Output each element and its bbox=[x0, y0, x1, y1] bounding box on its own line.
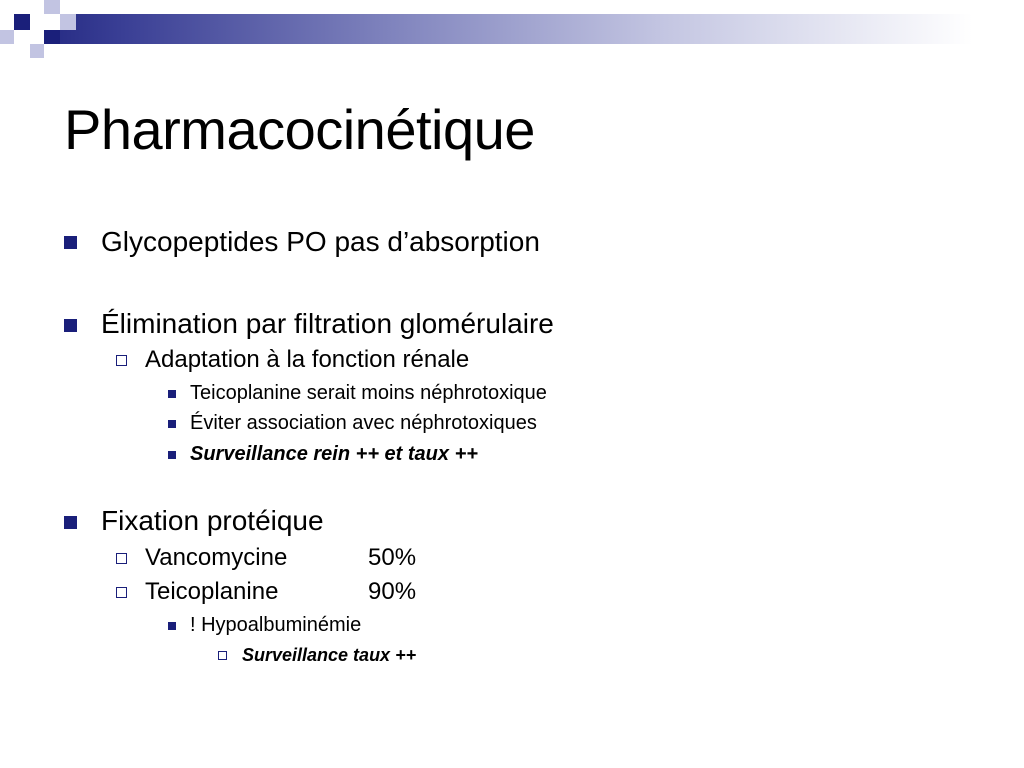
slide-title: Pharmacocinétique bbox=[64, 98, 535, 161]
bullet-small-square-icon bbox=[168, 420, 176, 428]
corner-square-light-3 bbox=[44, 0, 60, 14]
bullet-item-glycopeptides: Glycopeptides PO pas d’absorption bbox=[101, 226, 540, 257]
corner-square-navy-2 bbox=[44, 30, 60, 44]
bullet-item-fixation: Fixation protéique bbox=[101, 505, 324, 536]
bullet-item-adaptation: Adaptation à la fonction rénale bbox=[145, 346, 470, 373]
corner-square-light-1 bbox=[0, 30, 14, 44]
bullet-square-icon bbox=[64, 516, 77, 529]
bullet-small-square-icon bbox=[168, 451, 176, 459]
bullet-item-surveillance-taux: Surveillance taux ++ bbox=[242, 645, 417, 665]
header-gradient-band bbox=[0, 14, 1024, 44]
bullet-hollow-square-icon bbox=[116, 587, 127, 598]
bullet-square-icon bbox=[64, 236, 77, 249]
corner-square-navy-1 bbox=[14, 14, 30, 30]
value-teicoplanine: 90% bbox=[368, 578, 417, 605]
bullet-small-square-icon bbox=[168, 622, 176, 630]
bullet-tiny-hollow-square-icon bbox=[218, 651, 227, 660]
corner-square-light-2 bbox=[30, 44, 44, 58]
corner-square-light-4 bbox=[60, 14, 76, 30]
bullet-item-teicoplanine: Teicoplanine bbox=[145, 578, 279, 605]
bullet-item-teicoplanine-nephro: Teicoplanine serait moins néphrotoxique bbox=[190, 382, 547, 404]
bullet-square-icon bbox=[64, 319, 77, 332]
value-vancomycine: 50% bbox=[368, 544, 417, 571]
bullet-small-square-icon bbox=[168, 390, 176, 398]
bullet-item-hypoalbuminemie: ! Hypoalbuminémie bbox=[190, 614, 362, 636]
bullet-hollow-square-icon bbox=[116, 553, 127, 564]
bullet-item-elimination: Élimination par filtration glomérulaire bbox=[101, 308, 554, 339]
bullet-item-eviter-association: Éviter association avec néphrotoxiques bbox=[190, 412, 537, 434]
bullet-hollow-square-icon bbox=[116, 355, 127, 366]
bullet-item-vancomycine: Vancomycine bbox=[145, 544, 288, 571]
bullet-item-surveillance-rein: Surveillance rein ++ et taux ++ bbox=[190, 443, 478, 465]
